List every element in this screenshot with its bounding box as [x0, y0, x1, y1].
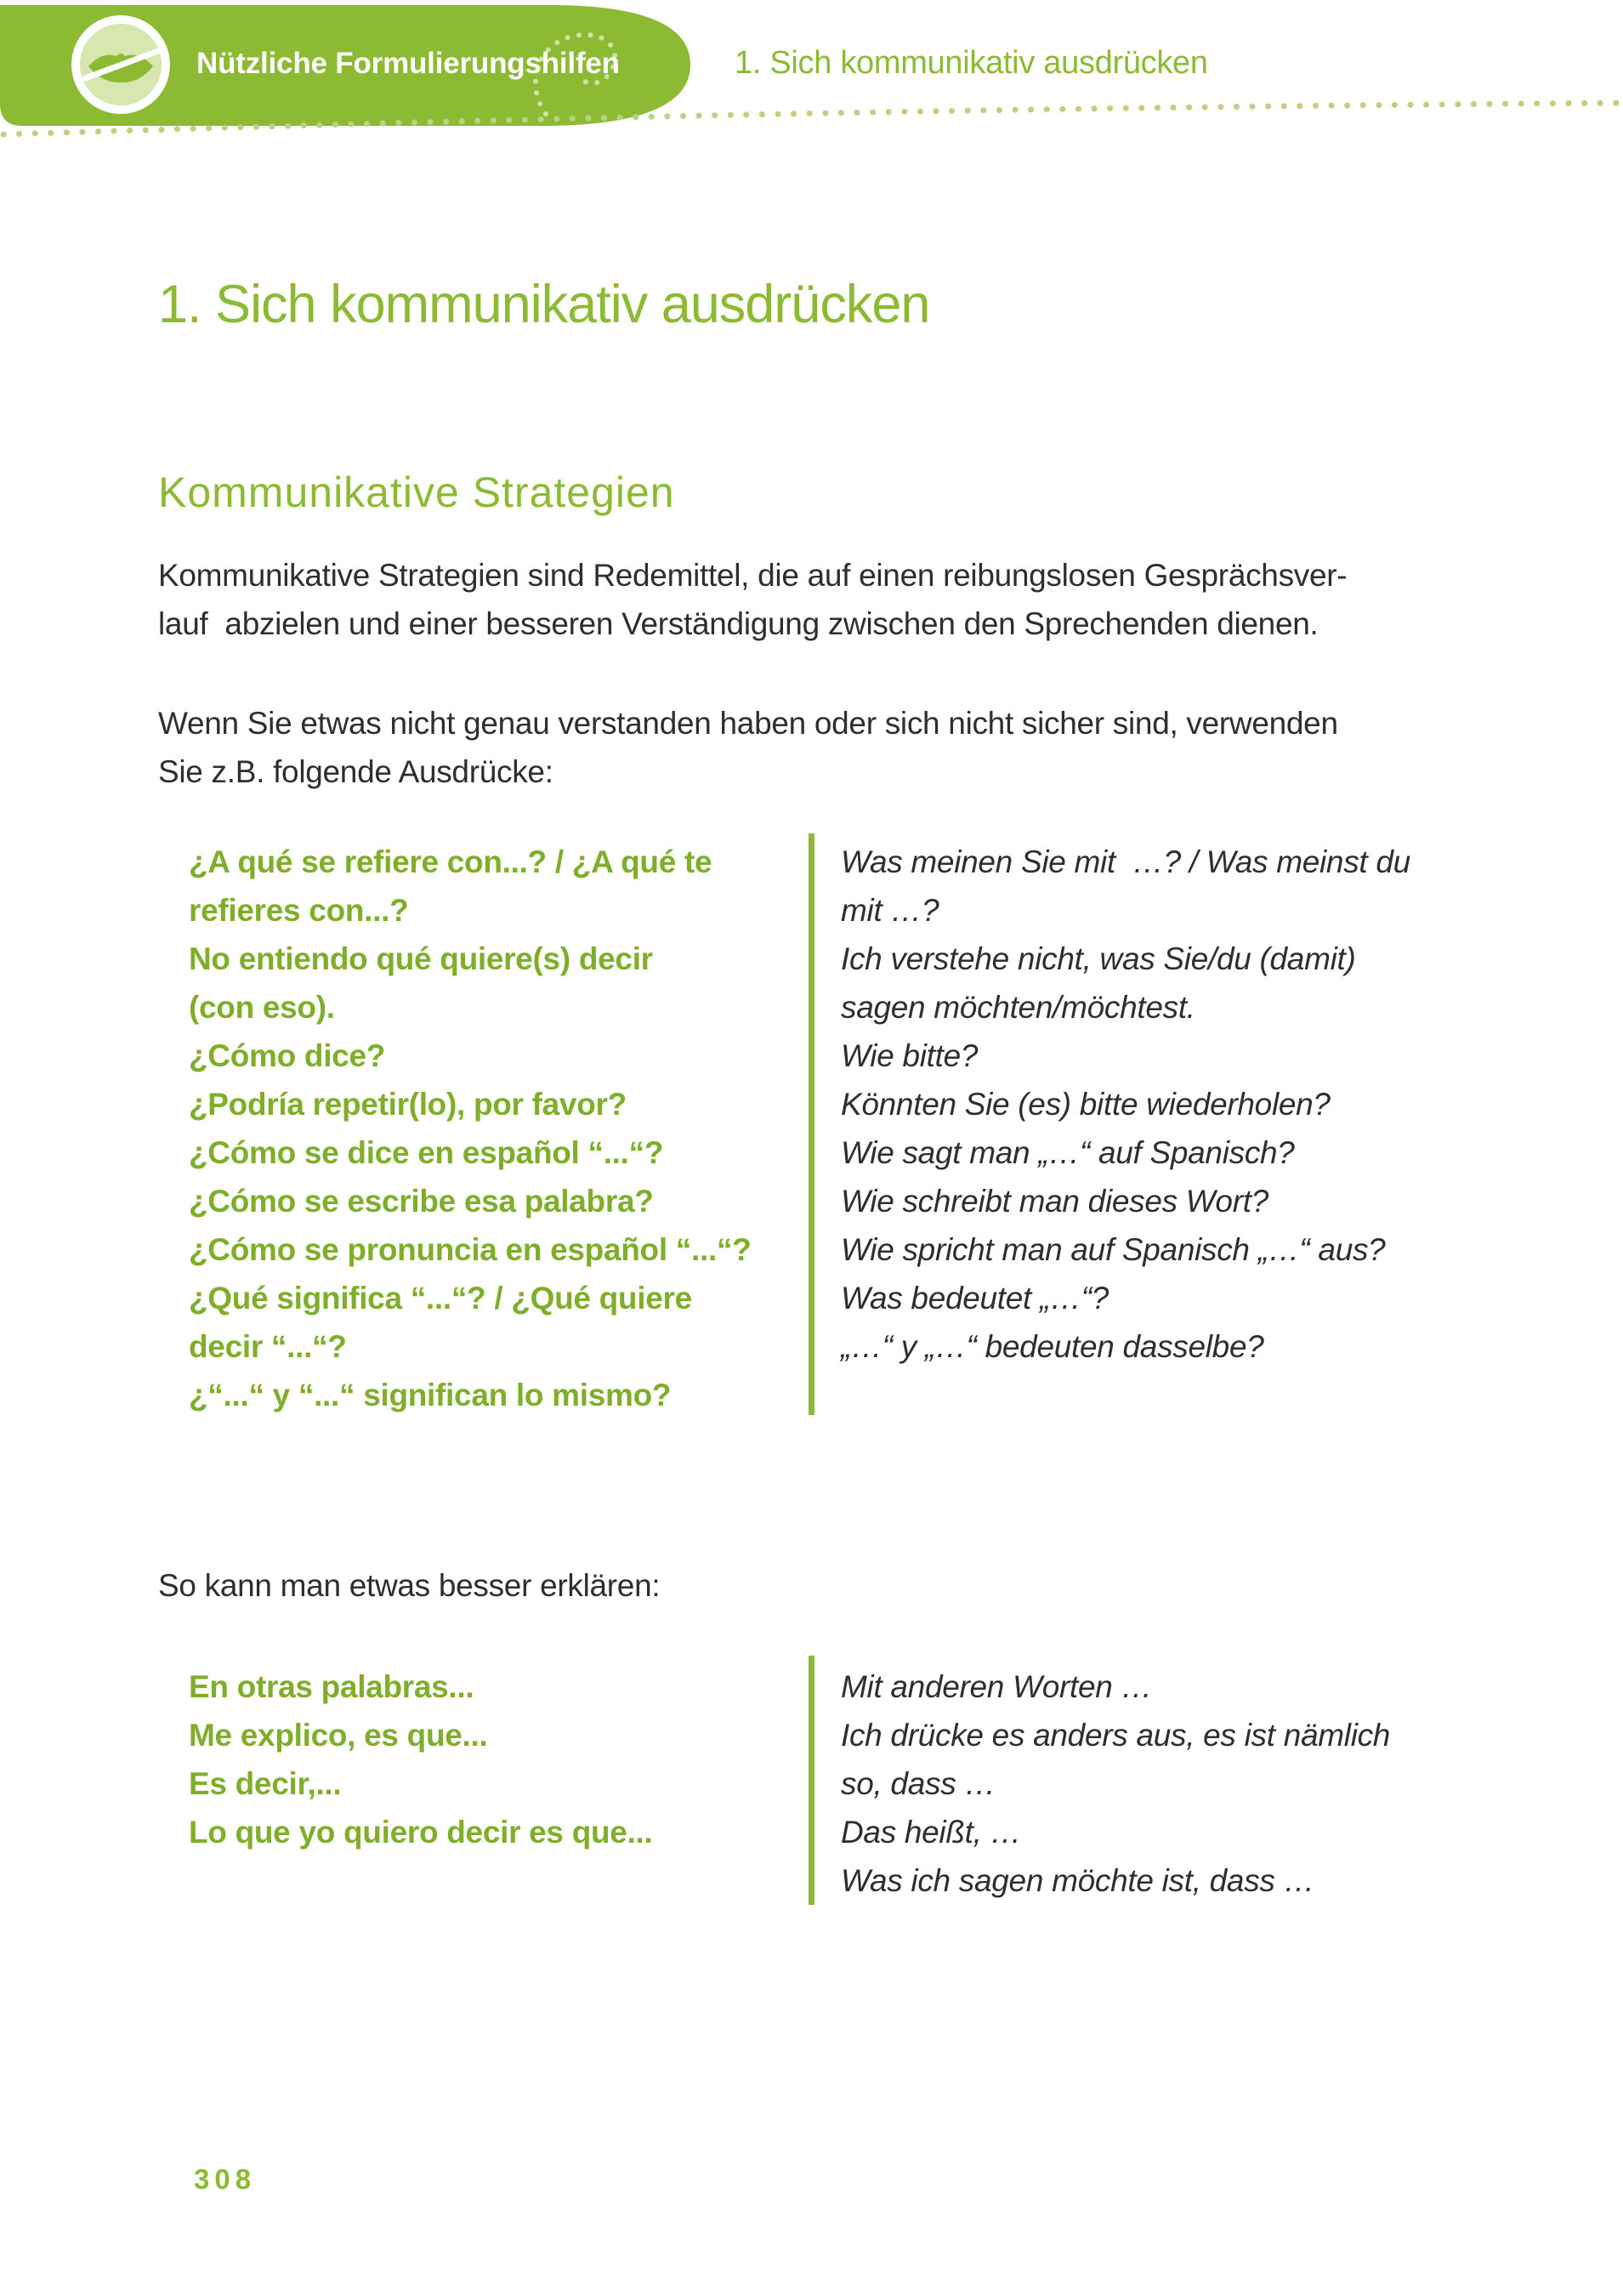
- phrase-de: Das heißt, …: [841, 1815, 1022, 1850]
- section-heading: Kommunikative Strategien: [158, 469, 675, 516]
- german-column: [841, 1662, 1521, 1905]
- phrase-de: Was bedeutet „…“?: [841, 1281, 1109, 1316]
- phrase-de: Was ich sagen möchte ist, dass …: [841, 1863, 1315, 1898]
- german-column: [841, 838, 1521, 1371]
- phrase-de: Wie sagt man „…“ auf Spanisch?: [841, 1135, 1295, 1170]
- phrase-es: decir “...“?: [189, 1329, 347, 1364]
- header-decoration: [0, 0, 1623, 196]
- phrase-de: Ich verstehe nicht, was Sie/du (damit): [841, 941, 1356, 976]
- lips-icon: [71, 15, 170, 114]
- phrase-es: ¿A qué se refiere con...? / ¿A qué te: [189, 844, 712, 879]
- phrase-es: ¿Cómo se pronuncia en español “...“?: [189, 1232, 752, 1267]
- paragraph-line: lauf abzielen und einer besseren Verständigung zwischen den Sprechenden dienen.: [158, 606, 1319, 641]
- phrase-es: ¿Cómo se dice en español “...“?: [189, 1135, 664, 1170]
- phrase-de: Wie bitte?: [841, 1038, 979, 1073]
- paragraph-line: Sie z.B. folgende Ausdrücke:: [158, 754, 553, 789]
- explain-lead: [158, 1561, 660, 1610]
- phrase-de: Wie schreibt man dieses Wort?: [841, 1184, 1268, 1219]
- phrase-es: No entiendo qué quiere(s) decir: [189, 941, 653, 976]
- header-chapter-label: 1. Sich kommunikativ ausdrücken: [735, 45, 1208, 81]
- phrase-de: sagen möchten/möchtest.: [841, 990, 1195, 1025]
- header-badge-label: Nützliche Formulierungshilfen: [196, 47, 620, 80]
- phrase-es: ¿Cómo se escribe esa palabra?: [189, 1184, 654, 1219]
- phrase-de: Könnten Sie (es) bitte wiederholen?: [841, 1087, 1331, 1122]
- phrase-de: mit …?: [841, 893, 939, 928]
- column-divider: [809, 833, 814, 1415]
- paragraph-line: So kann man etwas besser erklären:: [158, 1568, 661, 1603]
- phrase-es: (con eso).: [189, 990, 335, 1025]
- phrase-es: Me explico, es que...: [189, 1718, 488, 1753]
- phrase-es: ¿“...“ y “...“ significan lo mismo?: [189, 1378, 672, 1412]
- paragraph-line: Kommunikative Strategien sind Redemittel, die auf einen reibungslosen Gesprächsver-: [158, 558, 1348, 593]
- page-title: 1. Sich kommunikativ ausdrücken: [158, 275, 930, 334]
- phrase-es: refieres con...?: [189, 893, 409, 928]
- phrase-de: „…“ y „…“ bedeuten dasselbe?: [841, 1329, 1264, 1364]
- phrase-de: Wie spricht man auf Spanisch „…“ aus?: [841, 1232, 1386, 1267]
- phrase-de: Was meinen Sie mit …? / Was meinst du: [841, 844, 1410, 879]
- phrase-es: En otras palabras...: [189, 1669, 474, 1704]
- phrase-es: ¿Qué significa “...“? / ¿Qué quiere: [189, 1281, 692, 1316]
- spanish-column: [189, 838, 784, 1419]
- phrase-de: so, dass …: [841, 1766, 996, 1801]
- usage-paragraph: [158, 699, 1338, 796]
- paragraph-line: Wenn Sie etwas nicht genau verstanden haben oder sich nicht sicher sind, verwenden: [158, 706, 1338, 741]
- column-divider: [809, 1656, 814, 1905]
- phrase-es: Es decir,...: [189, 1766, 342, 1801]
- phrase-es: Lo que yo quiero decir es que...: [189, 1815, 653, 1850]
- phrase-de: Ich drücke es anders aus, es ist nämlich: [841, 1718, 1391, 1753]
- page-number: 308: [194, 2163, 257, 2195]
- phrase-es: ¿Podría repetir(lo), por favor?: [189, 1087, 627, 1122]
- phrase-de: Mit anderen Worten …: [841, 1669, 1153, 1704]
- spanish-column: [189, 1662, 784, 1856]
- phrase-es: ¿Cómo dice?: [189, 1038, 386, 1073]
- intro-paragraph: [158, 551, 1347, 648]
